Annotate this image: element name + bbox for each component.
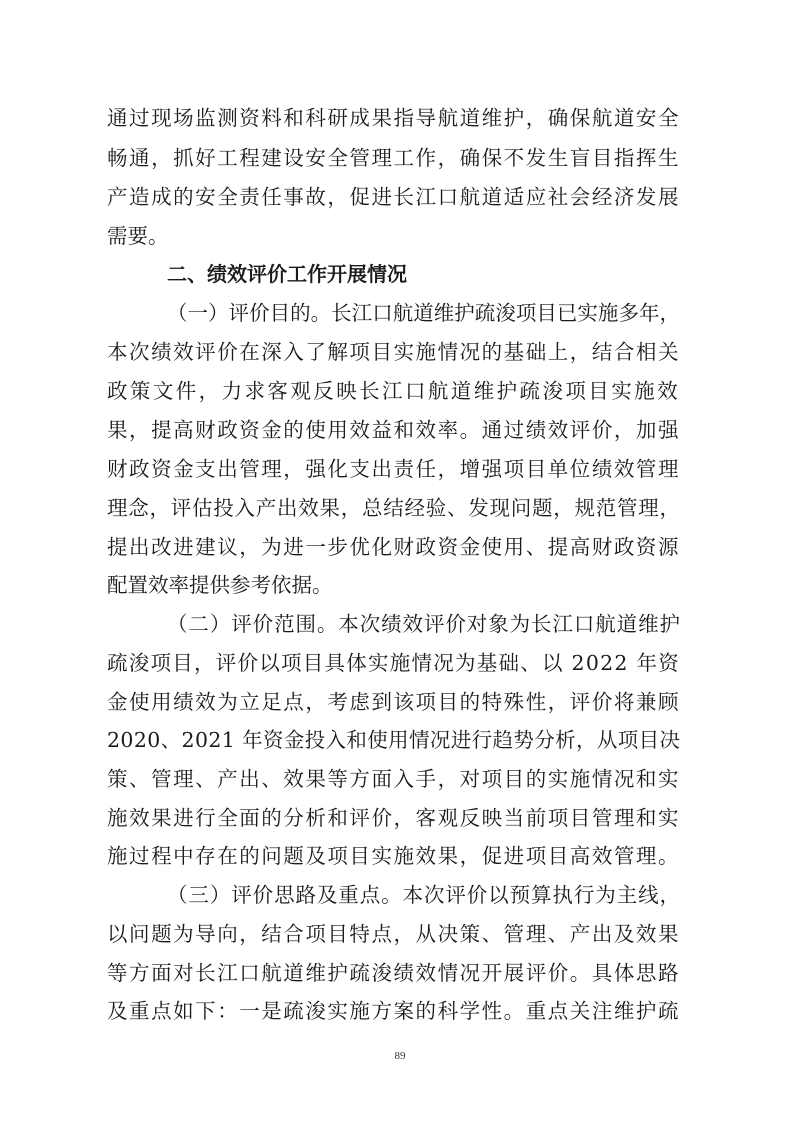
paragraph-line (0, 646, 800, 680)
paragraph-line (0, 141, 800, 175)
line-text: 配置效率提供参考依据。 (107, 573, 333, 597)
line-text: 疏浚项目，评价以项目具体实施情况为基础、以 2022 年资 (107, 651, 680, 675)
paragraph-line (0, 801, 800, 835)
line-text: 等方面对长江口航道维护疏浚绩效情况开展评价。具体思路 (107, 961, 680, 985)
paragraph-line (0, 101, 800, 135)
paragraph-line (0, 568, 800, 602)
paragraph-line (0, 413, 800, 447)
paragraph-line (0, 685, 800, 719)
paragraph-line (0, 530, 800, 564)
paragraph-line (0, 452, 800, 486)
section-heading (0, 257, 800, 291)
paragraph-line (0, 723, 800, 757)
paragraph-line (0, 607, 800, 641)
paragraph-line (0, 762, 800, 796)
line-text: 提出改进建议，为进一步优化财政资金使用、提高财政资源 (107, 535, 680, 559)
line-text: 果，提高财政资金的使用效益和效率。通过绩效评价，加强 (107, 418, 680, 442)
line-text: 及重点如下：一是疏浚实施方案的科学性。重点关注维护疏 (107, 999, 680, 1023)
paragraph-line (0, 956, 800, 990)
line-text: 财政资金支出管理，强化支出责任，增强项目单位绩效管理 (107, 457, 680, 481)
line-text: 金使用绩效为立足点，考虑到该项目的特殊性，评价将兼顾 (107, 690, 680, 714)
paragraph-line (0, 374, 800, 408)
paragraph-line (0, 878, 800, 912)
line-text: （二）评价范围。本次绩效评价对象为长江口航道维护 (167, 612, 681, 636)
line-text: 策、管理、产出、效果等方面入手，对项目的实施情况和实 (107, 767, 680, 791)
line-text: 2020、2021 年资金投入和使用情况进行趋势分析，从项目决 (107, 728, 681, 752)
paragraph-line (0, 917, 800, 951)
line-text: 施过程中存在的问题及项目实施效果，促进项目高效管理。 (107, 844, 680, 868)
paragraph-line (0, 839, 800, 873)
line-text: （三）评价思路及重点。本次评价以预算执行为主线， (167, 883, 681, 907)
paragraph-line (0, 335, 800, 369)
paragraph-line (0, 180, 800, 214)
line-text: 本次绩效评价在深入了解项目实施情况的基础上，结合相关 (107, 340, 680, 364)
paragraph-line (0, 491, 800, 525)
paragraph-line (0, 296, 800, 330)
line-text: 理念，评估投入产出效果，总结经验、发现问题，规范管理， (107, 496, 681, 520)
page-number: 89 (394, 1050, 406, 1062)
paragraph-line (0, 994, 800, 1028)
paragraph-line (0, 219, 800, 253)
line-text: 以问题为导向，结合项目特点，从决策、管理、产出及效果 (107, 922, 680, 946)
line-text: 二、绩效评价工作开展情况 (167, 262, 407, 286)
line-text: 施效果进行全面的分析和评价，客观反映当前项目管理和实 (107, 806, 680, 830)
line-text: 畅通，抓好工程建设安全管理工作，确保不发生盲目指挥生 (107, 146, 680, 170)
line-text: 政策文件，力求客观反映长江口航道维护疏浚项目实施效 (107, 379, 680, 403)
line-text: 产造成的安全责任事故，促进长江口航道适应社会经济发展 (107, 185, 680, 209)
line-text: （一）评价目的。长江口航道维护疏浚项目已实施多年， (167, 301, 681, 325)
line-text: 需要。 (107, 224, 169, 248)
line-text: 通过现场监测资料和科研成果指导航道维护，确保航道安全 (107, 106, 680, 130)
